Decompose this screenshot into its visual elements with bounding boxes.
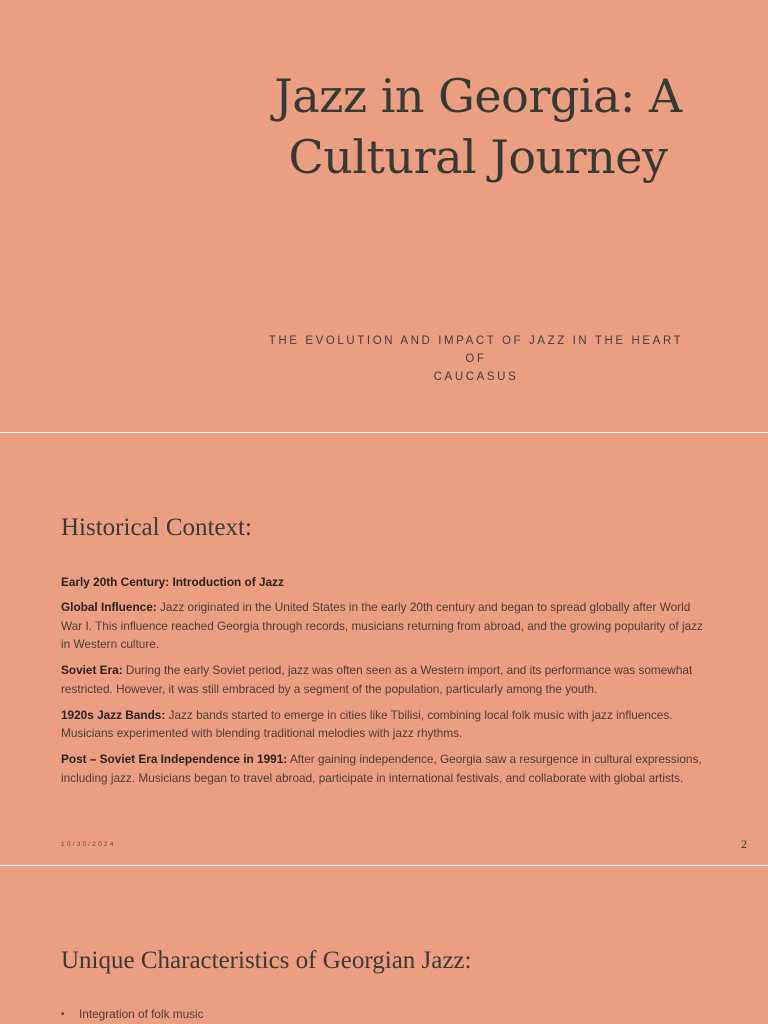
paragraph-post-soviet: Post – Soviet Era Independence in 1991: After gaining independence, Georgia saw a resurgence in cultural expressions, including jazz. Musicians began to travel abroad, participate in international festivals, and collaborate with global artists. — [61, 752, 702, 785]
paragraph-1920s-jazz-bands: 1920s Jazz Bands: Jazz bands started to emerge in cities like Tbilisi, combining local folk music with jazz influences. Musicians experimented with blending traditional melodies with jazz rhythms. — [61, 707, 673, 740]
subtitle-line-1: THE EVOLUTION AND IMPACT OF JAZZ IN THE HEART OF — [268, 335, 684, 365]
footer-date: 10/30/2024 — [61, 841, 116, 848]
presentation-title — [262, 66, 694, 188]
slide-historical-context — [0, 433, 768, 865]
title-line-1: Jazz in Georgia: A — [274, 69, 682, 123]
slide-title — [0, 0, 768, 432]
subtitle-line-2: CAUCASUS — [433, 371, 519, 383]
list-item — [61, 1007, 204, 1021]
paragraph-global-influence: Global Influence: Jazz originated in the United States in the early 20th century and began to spread globally after World War I. This influence reached Georgia through records, musicians returning from abroad, and the growing popularity of jazz in Western culture. — [61, 600, 703, 651]
slide-heading: Historical Context: — [61, 514, 252, 541]
slide-body — [61, 573, 711, 795]
bullet-list — [61, 1007, 204, 1021]
slide-heading: Unique Characteristics of Georgian Jazz: — [61, 947, 472, 974]
slide-unique-characteristics — [0, 866, 768, 1024]
paragraph-soviet-era: Soviet Era: During the early Soviet period, jazz was often seen as a Western import, and its performance was somewhat restricted. However, it was still embraced by a segment of the population, particularly among the youth. — [61, 663, 693, 696]
bullet-icon: • — [61, 1008, 65, 1020]
page-number: 2 — [741, 837, 747, 851]
intro-heading: Early 20th Century: Introduction of Jazz — [61, 575, 284, 589]
list-item-text: Integration of folk music — [79, 1007, 204, 1021]
presentation-subtitle — [256, 332, 696, 386]
title-line-2: Cultural Journey — [288, 130, 668, 184]
